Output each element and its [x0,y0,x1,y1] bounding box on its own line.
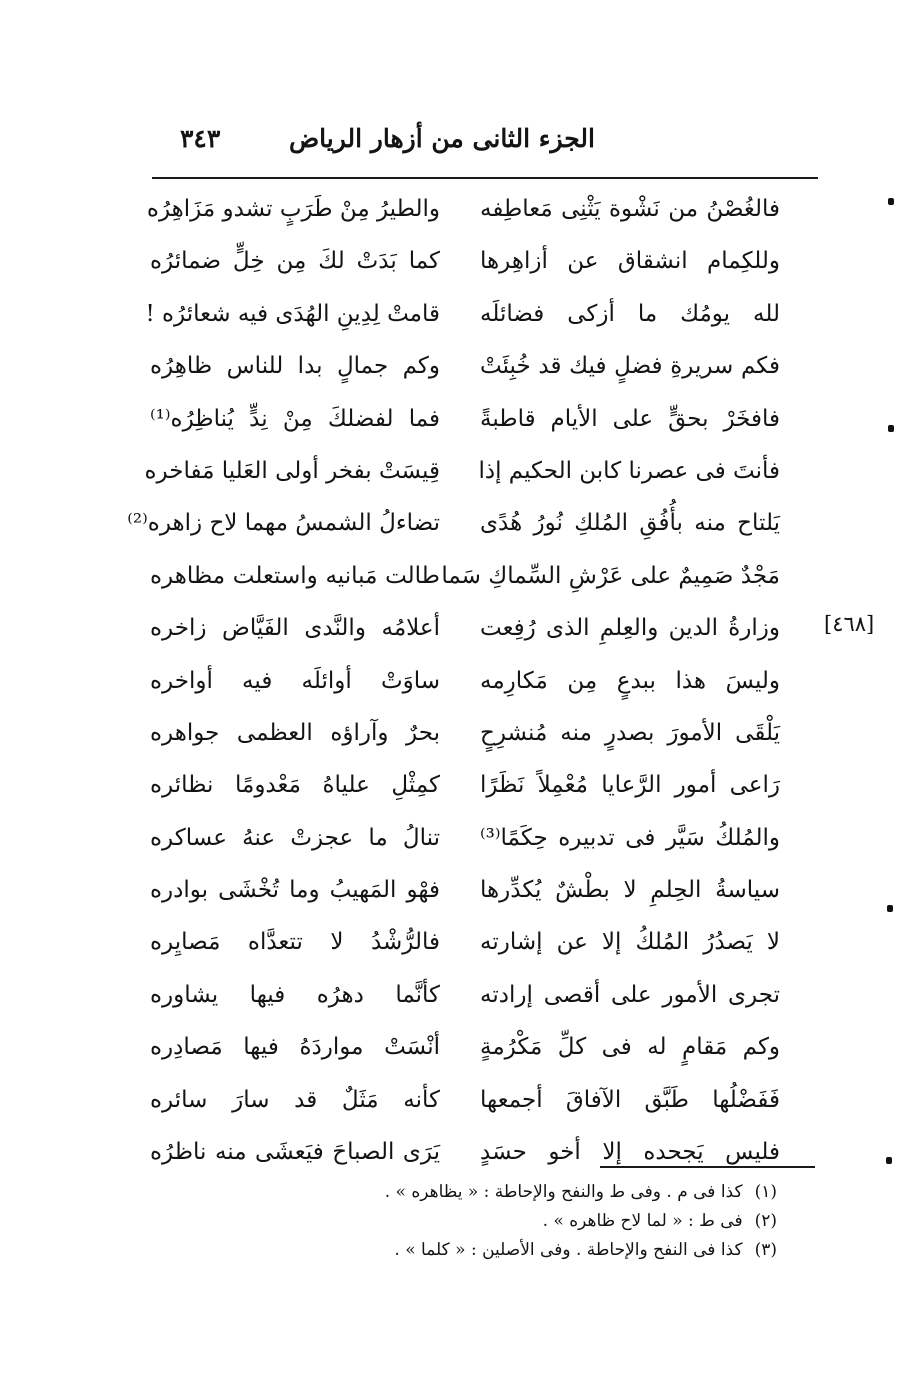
footnote [177,1207,777,1236]
verse-line [150,240,790,292]
verse-line [150,974,790,1026]
verse-line [150,1131,790,1183]
first-hemistich: لله يومُك ما أزكى فضائلَه [480,300,780,327]
second-hemistich: وكم جمالٍ بدا للناس ظاهِرُه [150,353,440,380]
verse-line [146,188,790,240]
first-hemistich: فكم سريرةِ فضلٍ فيك قد خُبِئَتْ [480,353,780,380]
margin-mark [888,198,894,205]
verse-line [150,607,790,659]
verse-line [150,398,790,450]
first-hemistich: فليس يَجحده إلا أخو حسَدٍ [480,1139,780,1166]
footnote-text: كذا فى النفح والإحاطة . وفى الأصلين : « كلما » . [394,1240,743,1260]
verse-line [145,293,790,345]
footnotes [177,1178,777,1265]
second-hemistich: كما بَدَتْ لكَ مِن خِلٍّ ضمائرُه [150,248,440,275]
second-hemistich: أعلامُه والنَّدى الفَيَّاض زاخره [150,615,440,642]
second-hemistich: فما لفضلكَ مِنْ نِدٍّ يُناظِرُه⁽¹⁾ [150,405,440,432]
margin-reference: [٤٦٨] [824,612,875,636]
verse-line [150,817,790,869]
first-hemistich: سياسةُ الحِلمِ لا بطْشٌ يُكدِّرها [480,877,780,904]
verse-line [150,712,790,764]
first-hemistich: لا يَصدُرُ المُلكُ إلا عن إشارته [480,929,780,956]
first-hemistich: وليسَ هذا ببدعٍ مِن مَكارِمه [480,667,780,694]
second-hemistich: كأنه مَثَلٌ قد سارَ سائره [150,1086,440,1113]
footnote [177,1178,777,1207]
page-number: ٣٤٣ [180,124,221,153]
margin-mark [888,425,894,432]
first-hemistich: يَلتاح منه بأُفُقِ المُلكِ نُورُ هُدًى [480,510,780,537]
first-hemistich: وزارةُ الدين والعِلمِ الذى رُفِعت [480,615,780,642]
first-hemistich: تجرى الأمور على أقصى إرادته [480,981,780,1008]
first-hemistich: يَلْقَى الأمورَ بصدرٍ منه مُنشرِحٍ [480,719,780,746]
second-hemistich: طالت مَبانيه واستعلت مظاهره [150,562,440,589]
verse-line [144,450,790,502]
second-hemistich: قِيسَتْ بفخر أولى العَليا مَفاخره [144,457,440,484]
page-header [150,118,820,168]
second-hemistich: فهْو المَهيبُ وما تُخْشَى بوادره [150,877,440,904]
verse-line [150,869,790,921]
running-title: الجزء الثانى من أزهار الرياض [288,124,595,153]
margin-mark [886,1157,892,1164]
second-hemistich: تنالُ ما عجزتْ عنهُ عساكره [150,824,440,851]
first-hemistich: وكم مَقامٍ له فى كلِّ مَكْرُمةٍ [480,1034,780,1061]
first-hemistich: مَجْدٌ صَمِيمٌ على عَرْشِ السِّماكِ سَما [441,562,780,589]
first-hemistich: وللكِمام انشقاق عن أزاهِرها [480,248,780,275]
verse-line [150,1079,790,1131]
margin-mark [887,905,893,912]
verse-line [150,1026,790,1078]
footnote-number: (١) [754,1182,777,1202]
second-hemistich: والطيرُ مِنْ طَرَبٍ تشدو مَزَاهِرُه [146,196,440,222]
first-hemistich: فافخَرْ بحقٍّ على الأيام قاطبةً [480,405,780,432]
footnote [177,1236,777,1265]
first-hemistich: والمُلكُ سَيَّر فى تدبيره حِكَمًا⁽³⁾ [480,824,780,851]
footnote-text: فى ط : « لما لاح ظاهره » . [542,1211,743,1231]
first-hemistich: فأنتَ فى عصرنا كابن الحكيم إذا [478,457,780,484]
verse-line [150,345,790,397]
second-hemistich: كأنَّما دهرُه فيها يشاوره [150,981,440,1008]
verse-line [150,555,790,607]
second-hemistich: بحرٌ وآراؤه العظمى جواهره [150,719,440,746]
second-hemistich: يَرَى الصباحَ فيَعشَى منه ناظرُه [150,1139,440,1166]
poem-verses [127,188,790,1183]
header-rule [152,177,818,179]
first-hemistich: رَاعى أمور الرَّعايا مُعْمِلاً نَظَرًا [480,772,780,799]
verse-line [150,660,790,712]
footnote-number: (٣) [754,1240,777,1260]
first-hemistich: فَفَضْلُها طَبَّق الآفاقَ أجمعها [480,1086,780,1113]
footnote-number: (٢) [754,1211,777,1231]
verse-line [150,764,790,816]
second-hemistich: تضاءلُ الشمسُ مهما لاح زاهره⁽²⁾ [127,510,440,537]
second-hemistich: ساوَتْ أوائلَه فيه أواخره [150,667,440,694]
first-hemistich: فالغُصْنُ من نَشْوة يَثْنِى مَعاطِفه [480,196,780,222]
footnote-rule [600,1166,815,1168]
second-hemistich: قامتْ لِدِينِ الهُدَى فيه شعائرُه ! [145,300,440,327]
second-hemistich: فالرُّشْدُ لا تتعدَّاه مَصايِره [150,929,440,956]
verse-line [127,502,790,554]
second-hemistich: أنْسَتْ مواردَهُ فيها مَصادِره [150,1034,440,1061]
footnote-text: كذا فى م . وفى ط والنفح والإحاطة : « يظاهره » . [384,1182,743,1202]
second-hemistich: كمِثْلِ علياهُ مَعْدومًا نظائره [150,772,440,799]
verse-line [150,921,790,973]
